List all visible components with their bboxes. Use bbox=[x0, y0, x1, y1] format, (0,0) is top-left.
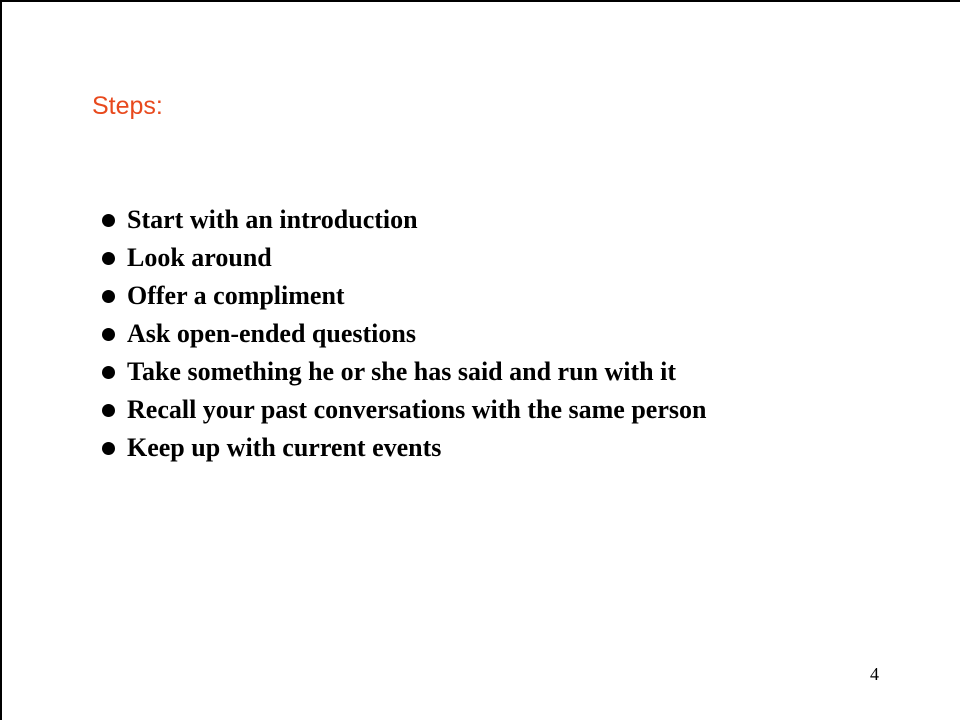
list-item bbox=[102, 277, 706, 315]
list-item bbox=[102, 201, 706, 239]
list-item-text: Keep up with current events bbox=[127, 433, 442, 462]
list-item bbox=[102, 239, 706, 277]
bullet-dot-icon bbox=[102, 252, 115, 265]
bullet-dot-icon bbox=[102, 214, 115, 227]
list-item bbox=[102, 353, 706, 391]
list-item-text: Start with an introduction bbox=[127, 205, 418, 234]
bullet-dot-icon bbox=[102, 442, 115, 455]
list-item-text: Offer a compliment bbox=[127, 281, 345, 310]
page-number: 4 bbox=[870, 664, 879, 684]
bullet-dot-icon bbox=[102, 366, 115, 379]
list-item-text: Take something he or she has said and run with it bbox=[127, 357, 677, 386]
list-item bbox=[102, 391, 706, 429]
list-item-text: Recall your past conversations with the same person bbox=[127, 395, 707, 424]
bullet-dot-icon bbox=[102, 290, 115, 303]
list-item-text: Ask open-ended questions bbox=[127, 319, 416, 348]
list-item bbox=[102, 429, 706, 467]
bullet-dot-icon bbox=[102, 404, 115, 417]
list-item bbox=[102, 315, 706, 353]
bullet-dot-icon bbox=[102, 328, 115, 341]
slide-title: Steps: bbox=[92, 92, 163, 120]
bullet-list bbox=[102, 201, 706, 467]
list-item-text: Look around bbox=[127, 243, 272, 272]
